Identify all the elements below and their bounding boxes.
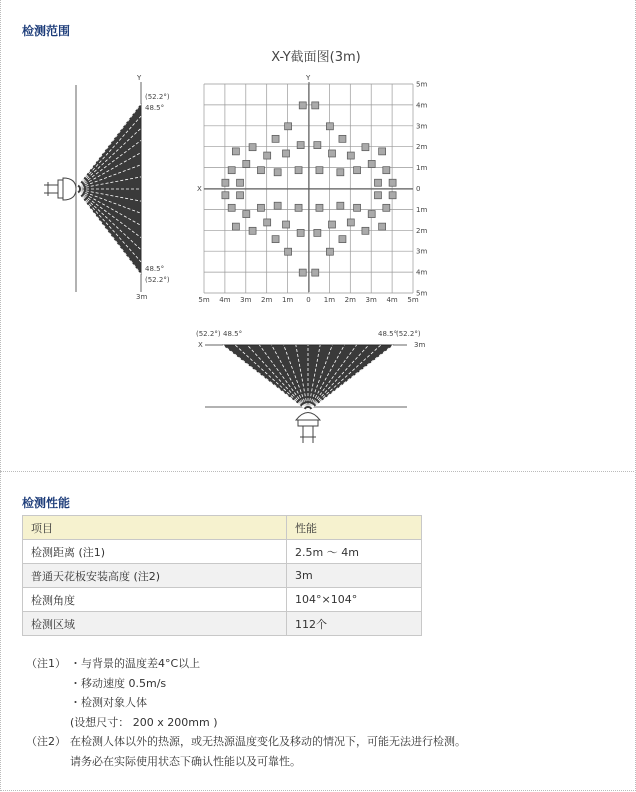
bottom-tick-label: 5m [407,296,419,304]
table-cell: 检测角度 [23,588,287,612]
detection-zone [368,211,375,218]
side-angle-top-outer: (52.2°) [145,93,170,101]
detection-zone [362,144,369,151]
detection-zone [283,221,290,228]
detection-zone [326,123,333,130]
front-fan [223,345,393,411]
right-tick-label: 1m [416,164,428,173]
detection-zone [389,179,396,186]
detection-zone [249,144,256,151]
chart-title: X-Y截面图(3m) [271,50,361,65]
right-tick-labels [416,81,427,298]
bottom-tick-label: 0 [306,296,311,304]
right-tick-label: 3m [416,122,428,131]
detection-zone [232,223,239,230]
side-view-diagram [36,70,186,310]
detection-zone [257,167,264,174]
detection-zone [312,102,319,109]
front-sensor-icon [296,413,320,444]
detection-zone [314,229,321,236]
detection-zone [272,135,279,142]
detection-zone [297,142,304,149]
detection-zone [285,123,292,130]
detection-zone [222,192,229,199]
table-cell: 2.5m ～ 4m [287,540,422,564]
side-sensor-icon [44,178,76,200]
note1-item: ・与背景的温度差4°C以上 [70,657,201,670]
bottom-tick-label: 1m [281,296,294,304]
detection-zone [237,179,244,186]
xy-grid-diagram [195,70,435,310]
detection-zone [249,227,256,234]
table-row [23,612,422,636]
table-header-row [23,516,422,540]
detection-zone [274,202,281,209]
table-row [23,564,422,588]
front-left-outer: (52.2°) [196,330,221,338]
detection-zone [257,204,264,211]
right-tick-label: 5m [416,80,428,89]
detection-zone [354,167,361,174]
detection-zone [237,192,244,199]
right-tick-label: 3m [416,247,428,256]
detection-zone [337,169,344,176]
detection-zone [228,167,235,174]
note2-line2: 请务必在实际使用状态下确认性能以及可靠性。 [70,754,301,768]
front-right-inner: 48.5° [378,330,398,338]
detection-zone [243,160,250,167]
detection-zone [272,236,279,243]
detection-zone [264,219,271,226]
right-tick-label: 2m [416,143,428,152]
bottom-tick-label: 5m [198,296,210,304]
detection-zone [222,179,229,186]
front-left-inner: 48.5° [223,330,243,338]
detection-zone [312,269,319,276]
side-y-label: Y [137,74,142,82]
detection-zone [328,150,335,157]
side-fan [76,104,141,274]
table-cell: 普通天花板安装高度 (注2) [23,564,287,588]
note1-item: ・检测对象人体 [70,696,147,709]
detection-zone [389,192,396,199]
table-cell: 检测距离 (注1) [23,540,287,564]
right-tick-label: 4m [416,268,428,277]
detection-zone [295,204,302,211]
notes [26,654,466,771]
detection-zone [339,135,346,142]
front-right-outer: (52.2°) [396,330,421,338]
y-axis-label: Y [306,74,311,82]
front-distance: 3m [414,341,426,349]
detection-zone [232,148,239,155]
detection-zone [347,219,354,226]
detection-zone [285,248,292,255]
detection-zone [379,148,386,155]
bottom-tick-label: 4m [386,296,398,304]
detection-zone [316,204,323,211]
table-row [23,588,422,612]
front-x-label: X [198,341,203,349]
detection-performance-title: 检测性能 [22,496,71,510]
bottom-tick-labels [198,296,418,304]
detection-zone [264,152,271,159]
note2-label: （注2） [26,735,66,748]
side-angle-bottom-outer: (52.2°) [145,276,170,284]
right-tick-label: 5m [416,289,428,298]
detection-zone [328,221,335,228]
detection-range-title: 检测范围 [22,24,71,38]
detection-zone [295,167,302,174]
table-cell: 112个 [287,612,422,636]
side-angle-bottom-inner: 48.5° [145,265,165,273]
detection-zone [339,236,346,243]
detection-zone [316,167,323,174]
table-row [23,540,422,564]
detection-zone [383,204,390,211]
detection-zone [383,167,390,174]
right-tick-label: 0 [416,185,421,193]
table-header-item: 项目 [23,516,287,540]
note1-label: （注1） [26,657,66,670]
detection-zone [354,204,361,211]
bottom-tick-label: 4m [219,296,231,304]
detection-zone [362,227,369,234]
detection-zone [314,142,321,149]
detection-zone [299,102,306,109]
side-angle-top-inner: 48.5° [145,104,165,112]
detection-zone [297,229,304,236]
detection-zone [379,223,386,230]
right-tick-label: 2m [416,226,428,235]
section-divider [0,471,634,472]
side-distance: 3m [136,293,148,301]
detection-zone [374,192,381,199]
table-cell: 检测区域 [23,612,287,636]
table-cell: 3m [287,564,422,588]
note2-line1: 在检测人体以外的热源，或无热源温度变化及移动的情况下，可能无法进行检测。 [70,735,466,748]
detection-zone [337,202,344,209]
detection-zone [283,150,290,157]
front-view-diagram [195,325,435,455]
detection-zone [347,152,354,159]
detection-zone [374,179,381,186]
detection-zone [368,160,375,167]
performance-table [22,515,422,636]
table-header-performance: 性能 [287,516,422,540]
detection-zone [299,269,306,276]
bottom-tick-label: 3m [365,296,377,304]
note1-extra: (设想尺寸： 200 x 200mm ) [70,715,218,729]
bottom-tick-label: 2m [261,296,273,304]
detection-zone [274,169,281,176]
bottom-tick-label: 3m [240,296,252,304]
x-axis-label: X [197,185,202,193]
table-cell: 104°×104° [287,588,422,612]
right-tick-label: 1m [416,205,428,214]
note1-item: ・移动速度 0.5m/s [70,676,167,690]
detection-zone [228,204,235,211]
bottom-tick-label: 1m [323,296,336,304]
detection-zone [326,248,333,255]
detection-zone [243,211,250,218]
bottom-tick-label: 2m [344,296,356,304]
right-tick-label: 4m [416,101,428,110]
